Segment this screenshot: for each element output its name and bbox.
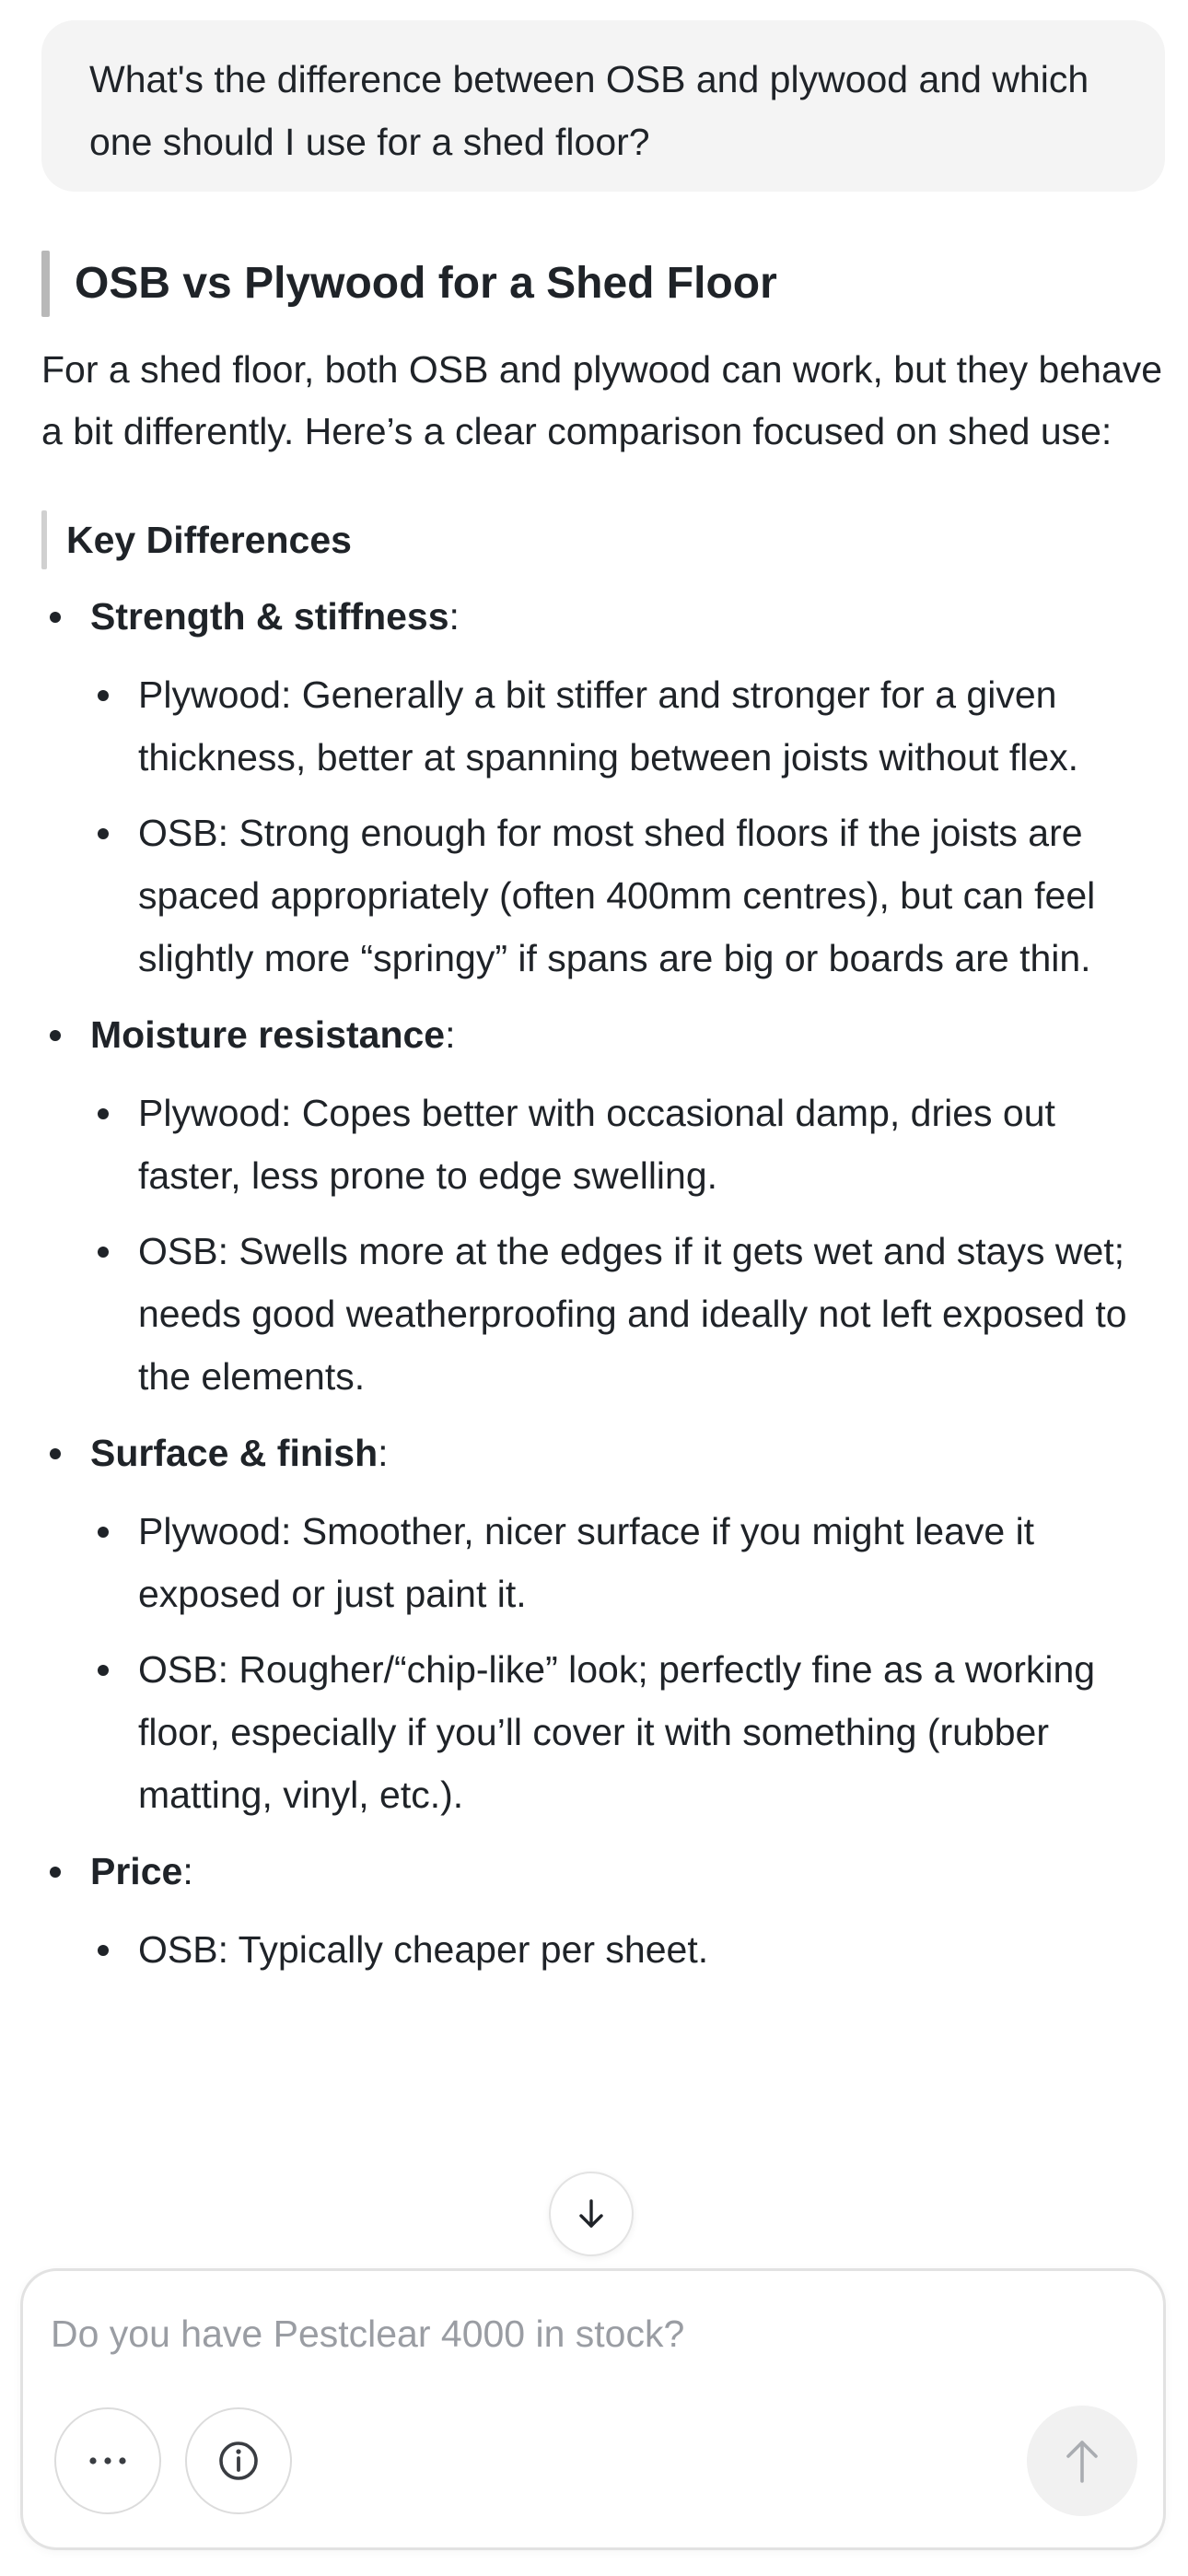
sub-list <box>90 1082 1165 1408</box>
arrow-up-icon <box>1061 2437 1103 2485</box>
section-heading: Key Differences <box>41 510 1165 569</box>
differences-list <box>41 584 1165 1981</box>
list-item: OSB: Rougher/“chip-like” look; perfectly fine as a working floor, especially if you’ll cover it with something (rubber matting, vinyl, etc.). <box>90 1638 1165 1826</box>
arrow-down-icon <box>573 2195 610 2232</box>
sub-list <box>90 663 1165 989</box>
more-options-button[interactable] <box>54 2407 161 2514</box>
send-button[interactable] <box>1027 2406 1137 2516</box>
info-button[interactable] <box>185 2407 292 2514</box>
scroll-to-bottom-button[interactable] <box>549 2172 634 2256</box>
more-icon <box>86 2455 130 2466</box>
assistant-answer <box>41 247 1165 1994</box>
scroll-fade <box>0 2119 1188 2174</box>
list-item: Plywood: Copes better with occasional damp, dries out faster, less prone to edge swelling. <box>90 1082 1165 1207</box>
list-item-moisture: Moisture resistance: Plywood: Copes better with occasional damp, dries out faster, less prone to edge swelling. OSB: Swells more at the edges if it gets wet and stays wet; needs good weatherproofing and ideally not left exposed to the elements. <box>41 1002 1165 1408</box>
list-item-price: Price: OSB: Typically cheaper per sheet. <box>41 1839 1165 1981</box>
sub-list <box>90 1500 1165 1826</box>
list-item: Plywood: Generally a bit stiffer and stronger for a given thickness, better at spanning between joists without flex. <box>90 663 1165 789</box>
user-message-bubble <box>41 20 1165 192</box>
category-label: Surface & finish <box>90 1432 379 1474</box>
sub-list <box>90 1918 1165 1981</box>
answer-title: OSB vs Plywood for a Shed Floor <box>41 247 1165 321</box>
list-item-strength: Strength & stiffness: Plywood: Generally a bit stiffer and stronger for a given thickness, better at spanning between joists without flex. OSB: Strong enough for most shed floors if the joists are spaced appropriately (often 400mm centres), but can feel slightly more “springy” if spans are big or boards are thin. <box>41 584 1165 989</box>
user-message-text: What's the difference between OSB and plywood and which one should I use for a shed floor? <box>89 58 1089 163</box>
message-input[interactable] <box>51 2304 1082 2363</box>
category-label: Strength & stiffness <box>90 595 449 638</box>
category-label: Moisture resistance <box>90 1013 446 1056</box>
list-item: Plywood: Smoother, nicer surface if you might leave it exposed or just paint it. <box>90 1500 1165 1625</box>
answer-intro: For a shed floor, both OSB and plywood can work, but they behave a bit differently. Here’s a clear comparison focused on shed use: <box>41 348 1163 452</box>
list-item: OSB: Typically cheaper per sheet. <box>90 1918 1165 1981</box>
message-composer <box>20 2268 1166 2550</box>
list-item: OSB: Strong enough for most shed floors if the joists are spaced appropriately (often 400mm centres), but can feel slightly more “springy” if spans are big or boards are thin. <box>90 802 1165 989</box>
info-icon <box>216 2439 261 2483</box>
list-item-surface: Surface & finish: Plywood: Smoother, nicer surface if you might leave it exposed or just paint it. OSB: Rougher/“chip-like” look; perfectly fine as a working floor, especially if you’ll cover it with something (rubber matting, vinyl, etc.). <box>41 1421 1165 1826</box>
list-item: OSB: Swells more at the edges if it gets wet and stays wet; needs good weatherproofing and ideally not left exposed to the elements. <box>90 1220 1165 1408</box>
category-label: Price <box>90 1850 183 1892</box>
